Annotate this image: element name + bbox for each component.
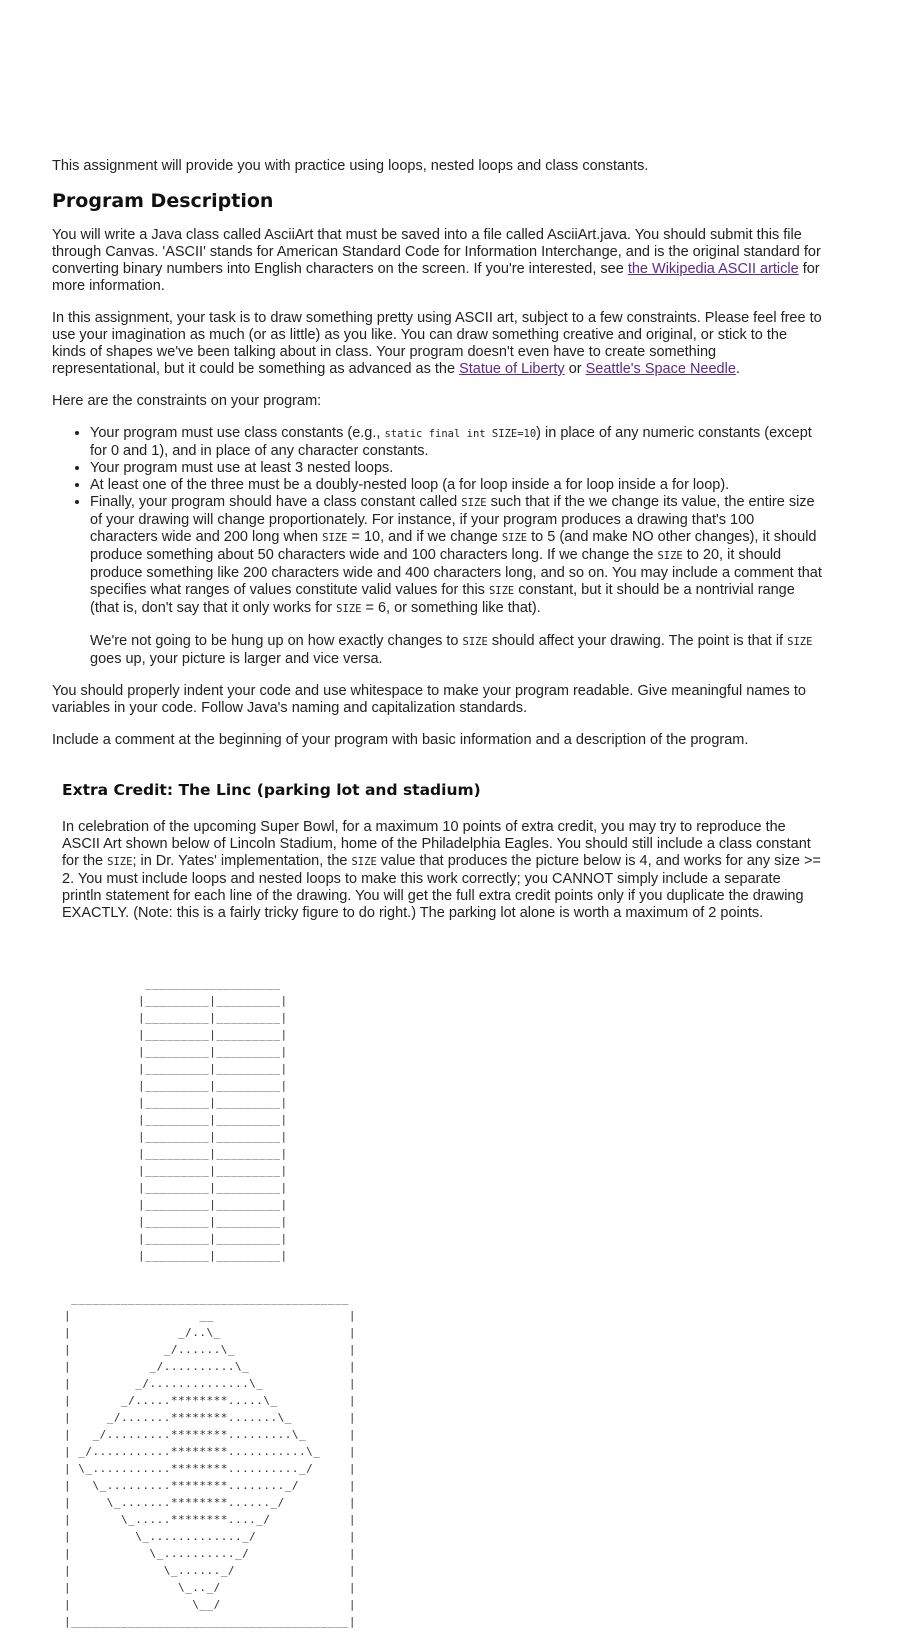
c4-sub-c: goes up, your picture is larger and vice versa.: [90, 651, 383, 667]
c4-code3: SIZE: [501, 532, 528, 544]
ec-code1: SIZE: [107, 856, 133, 868]
constraint-item-doubly-nested: • At least one of the three must be a doubly-nested loop (a for loop inside a for loop inside a for loop).: [90, 477, 822, 494]
c4-d: to 5 (and make NO other changes), it should produce something about 50 characters wide and 100 characters long. If we change the: [90, 529, 817, 563]
parking-lot-ascii-art: ___________________ |_________|_________| |_________|_________| |_________|_________| |_________|_________| |_________|_________| |_________|_________| |_________|_________| |_________|_________| |_________|_________| |_________|_________| |_________|_________| |_________|_________| |_________|_________| |_________|_________| |_________|_________| |_________|_________|: [138, 977, 288, 1262]
p2-or: or: [564, 361, 586, 377]
c4-f: constant, but it should be a nontrivial range (that is, don't say that it only works for: [90, 582, 795, 616]
constraints-list: [52, 425, 822, 668]
ec-a: In celebration of the upcoming Super Bowl, for a maximum 10 points of extra credit, you may try to reproduce the ASCII Art shown below of Lincoln Stadium, home of the Philadelphia Eagles. You should still include a class constant for the: [62, 819, 811, 869]
extra-credit-section: [62, 780, 822, 922]
constraint-item-nested-loops: • Your program must use at least 3 nested loops.: [90, 460, 822, 477]
c1-text-a: Your program must use class constants (e.g.,: [90, 425, 385, 441]
c4-sub-code1: SIZE: [462, 636, 488, 648]
assignment-content: [52, 158, 822, 937]
c4-e: to 20, it should produce something like 200 characters wide and 400 characters long, and so on. You may include a comment that specifies what ranges of values constitute valid values for this: [90, 547, 822, 598]
p2-text: In this assignment, your task is to draw something pretty using ASCII art, subject to a few constraints. Please feel free to use your imagination as much (or as little) as you like. You can draw something creative and original, or stick to the kinds of shapes we've been talking about in class. Your program doesn't even have to create something representational, but it could be something as advanced as the: [52, 310, 822, 377]
constraint-item-size-constant: [90, 494, 822, 668]
c4-g: = 6, or something like that).: [361, 600, 541, 616]
size-note: [90, 633, 822, 668]
ec-code2: SIZE: [351, 856, 377, 868]
space-needle-link[interactable]: Seattle's Space Needle: [585, 361, 736, 377]
c4-code5: SIZE: [488, 585, 515, 597]
p2-end: .: [735, 361, 740, 377]
stadium-ascii-art: _______________________________________ | __ | | _/..\_ | | _/......\_ | | _/..........\_ | | _/..............\_ | | _/.....********.....\_ | | _/.......********.......\_ | | _/.........********.........\_ | | _/...........********...........\_ | | \_...........********.........._/ | | \_.........********........_/ | | \_.......********......_/ | | \_.....********...._/ | | \_............._/ | | \_.........._/ | | \_......_/ | | \_.._/ | | \__/ | |_______________________________________|: [64, 1292, 357, 1628]
extra-credit-paragraph: [62, 819, 822, 922]
c4-code2: SIZE: [322, 532, 348, 544]
c1-code: static final int SIZE=10: [384, 428, 537, 440]
ec-b: ; in Dr. Yates' implementation, the: [132, 853, 352, 869]
description-paragraph-1: [52, 227, 822, 295]
c4-c: = 10, and if we change: [347, 529, 502, 545]
c4-sub-a: We're not going to be hung up on how exactly changes to: [90, 633, 463, 649]
c4-sub-b: should affect your drawing. The point is that if: [487, 633, 788, 649]
c4-sub-code2: SIZE: [787, 636, 813, 648]
constraints-intro: Here are the constraints on your program:: [52, 393, 322, 409]
p1-after: for more information.: [52, 261, 820, 294]
style-paragraph: You should properly indent your code and use whitespace to make your program readable. Give meaningful names to variables in your code. Follow Java's naming and capitalization standards.: [52, 683, 806, 716]
description-paragraph-2: [52, 310, 822, 378]
intro-text: This assignment will provide you with practice using loops, nested loops and class constants.: [52, 158, 649, 174]
comment-paragraph: Include a comment at the beginning of your program with basic information and a description of the program.: [52, 732, 749, 748]
statue-of-liberty-link[interactable]: Statue of Liberty: [459, 361, 565, 377]
c1-text-b: ) in place of any numeric constants (except for 0 and 1), and in place of any character constants.: [90, 425, 812, 459]
c4-a: Finally, your program should have a class constant called: [90, 494, 462, 510]
c4-code4: SIZE: [657, 550, 683, 562]
wikipedia-ascii-link[interactable]: the Wikipedia ASCII article: [627, 261, 799, 277]
program-description-heading: Program Description: [52, 190, 274, 212]
c4-b: such that if the we change its value, the entire size of your drawing will change proportionately. For instance, if your program produces a drawing that's 100 characters wide and 200 long when: [90, 494, 815, 545]
ec-c: value that produces the picture below is 4, and works for any size >= 2. You must include loops and nested loops to make this work correctly; you CANNOT simply include a separate println statement for each line of the drawing. You will get the full extra credit points only if you duplicate the drawing EXACTLY. (Note: this is a fairly tricky figure to do right.) The parking lot alone is worth a maximum of 2 points.: [62, 853, 821, 921]
constraint-item-class-constants: [90, 425, 822, 460]
extra-credit-heading: Extra Credit: The Linc (parking lot and stadium): [62, 781, 481, 799]
p1-text: You will write a Java class called AsciiArt that must be saved into a file called AsciiArt.java. You should submit this file through Canvas. 'ASCII' stands for American Standard Code for Information Interchange, and is the original standard for converting binary numbers into English characters on the screen. If you're interested, see: [52, 227, 821, 277]
c4-code6: SIZE: [336, 603, 362, 615]
c4-code1: SIZE: [461, 497, 487, 509]
